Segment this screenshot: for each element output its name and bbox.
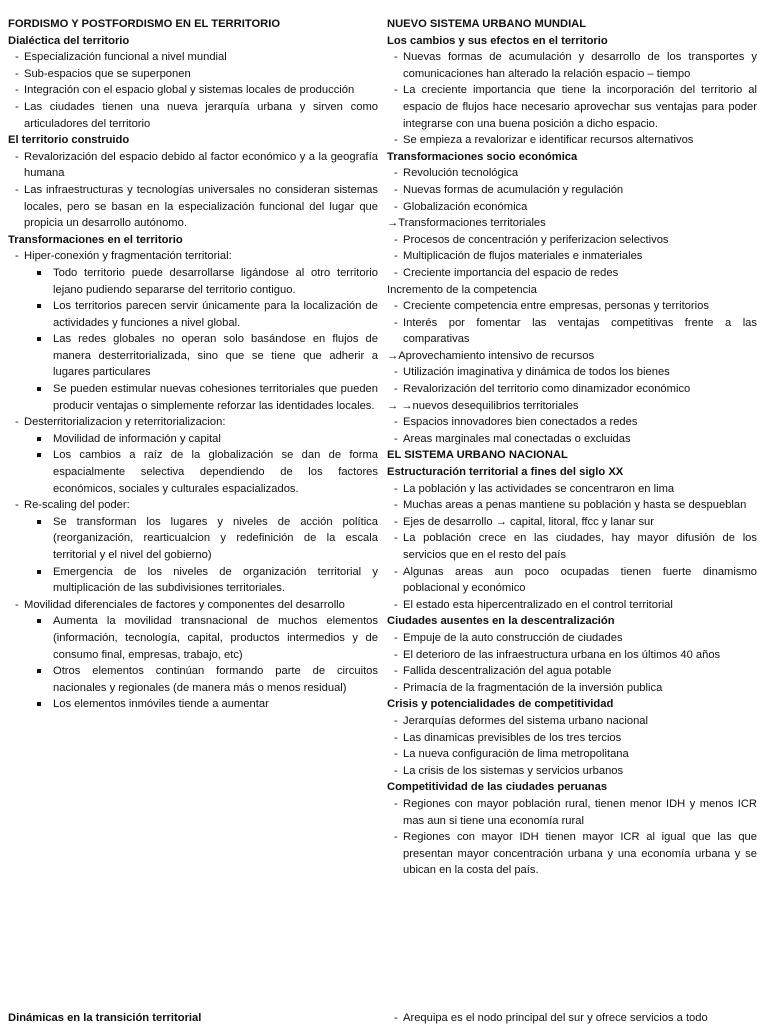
right-column — [387, 16, 757, 879]
list-item: - Nuevas formas de acumulación y regulación — [387, 182, 757, 199]
sub-list-item: Los territorios parecen servir únicamente para la localización de actividades y funciones a nivel global. — [8, 298, 378, 331]
list-item: - La población crece en las ciudades, hay mayor difusión de los servicios que en el resto del país — [387, 530, 757, 563]
list-item: - Multiplicación de flujos materiales e inmateriales — [387, 248, 757, 265]
list-item: - Movilidad diferenciales de factores y componentes del desarrollo — [8, 597, 378, 614]
list-item: - Especialización funcional a nivel mundial — [8, 49, 378, 66]
list-item: - Regiones con mayor población rural, tienen menor IDH y menos ICR mas aun si tiene una economía rural — [387, 796, 757, 829]
list-item: - Las ciudades tienen una nueva jerarquía urbana y sirven como articuladores del territorio — [8, 99, 378, 132]
list-item: - La creciente importancia que tiene la incorporación del territorio al espacio de flujos hace necesario aprovechar sus ventajas para poder integrarse con una buena posición a dicho espacio. — [387, 82, 757, 132]
sub-list-item: Se pueden estimular nuevas cohesiones territoriales que pueden producir ventajas o simplemente reforzar las identidades locales. — [8, 381, 378, 414]
list-item: - Regiones con mayor IDH tienen mayor ICR al igual que las que presentan mayor concentración urbana y una economía urbana y se ubican en la costa del país. — [387, 829, 757, 879]
section-heading: Crisis y potencialidades de competitividad — [387, 698, 614, 711]
arrow-heading: → →nuevos desequilibrios territoriales — [387, 399, 579, 412]
section-heading: Los cambios y sus efectos en el territorio — [387, 34, 608, 47]
sub-list-item: Los cambios a raíz de la globalización se dan de forma espacialmente selectiva dependiendo de los factores económicos, sociales y culturales espacializados. — [8, 447, 378, 497]
section-title: FORDISMO Y POSTFORDISMO EN EL TERRITORIO — [8, 18, 281, 30]
list-item: - Integración con el espacio global y sistemas locales de producción — [8, 82, 378, 99]
list-item: - Algunas areas aun poco ocupadas tienen fuerte dinamismo poblacional y económico — [387, 564, 757, 597]
list-item: - La población y las actividades se concentraron en lima — [387, 481, 757, 498]
next-page-list-item: - Arequipa es el nodo principal del sur y ofrece servicios a todo — [387, 1010, 768, 1026]
arrow-heading: →Transformaciones territoriales — [387, 217, 546, 230]
sub-list-item: Aumenta la movilidad transnacional de muchos elementos (información, tecnología, capital, productos intermedios y de consumo final, empresas, trabajo, etc) — [8, 613, 378, 663]
list-item: - Las infraestructuras y tecnologías universales no consideran sistemas locales, pero se basan en la especialización funcional del lugar que propicia un desarrollo autónomo. — [8, 182, 378, 232]
list-item: - Primacía de la fragmentación de la inversión publica — [387, 680, 757, 697]
list-item: - Nuevas formas de acumulación y desarrollo de los transportes y comunicaciones han alterado la relación espacio – tiempo — [387, 49, 757, 82]
sub-list-item: Todo territorio puede desarrollarse ligándose al otro territorio lejano pudiendo separarse del territorio contiguo. — [8, 265, 378, 298]
section-heading: El territorio construido — [8, 134, 130, 147]
list-item: - La nueva configuración de lima metropolitana — [387, 746, 757, 763]
list-item: - Muchas areas a penas mantiene su población y hasta se despueblan — [387, 497, 757, 514]
list-item: - Globalización económica — [387, 199, 757, 216]
list-item: - Hiper-conexión y fragmentación territorial: — [8, 248, 378, 265]
list-item: - Procesos de concentración y periferizacion selectivos — [387, 232, 757, 249]
left-column — [8, 16, 378, 713]
list-item: - El deterioro de las infraestructura urbana en los últimos 40 años — [387, 647, 757, 664]
list-item: - Re-scaling del poder: — [8, 497, 378, 514]
section-title: NUEVO SISTEMA URBANO MUNDIAL — [387, 18, 587, 30]
sub-list-item: Los elementos inmóviles tiende a aumentar — [8, 696, 378, 713]
section-heading: Transformaciones socio económica — [387, 150, 578, 163]
sub-list-item: Se transforman los lugares y niveles de acción política (reorganización, rearticualcion y redefinición de la escala territorial y el nivel del gobierno) — [8, 514, 378, 564]
list-item: - Desterritorializacion y reterritorializacion: — [8, 414, 378, 431]
section-heading: Transformaciones en el territorio — [8, 233, 183, 246]
list-item: - Creciente competencia entre empresas, personas y territorios — [387, 298, 757, 315]
arrow-heading: →Aprovechamiento intensivo de recursos — [387, 349, 595, 362]
list-item: - El estado esta hipercentralizado en el control territorial — [387, 597, 757, 614]
list-item: - Utilización imaginativa y dinámica de todos los bienes — [387, 364, 757, 381]
list-item: - Sub-espacios que se superponen — [8, 66, 378, 83]
section-heading: Competitividad de las ciudades peruanas — [387, 781, 608, 794]
list-item: - Las dinamicas previsibles de los tres tercios — [387, 730, 757, 747]
list-item: - Areas marginales mal conectadas o excluidas — [387, 431, 757, 448]
section-heading: Ciudades ausentes en la descentralización — [387, 615, 615, 628]
list-item: - Fallida descentralización del agua potable — [387, 663, 757, 680]
section-title: EL SISTEMA URBANO NACIONAL — [387, 449, 568, 462]
list-item: - Creciente importancia del espacio de redes — [387, 265, 757, 282]
sub-list-item: Emergencia de los niveles de organización territorial y multiplicación de las subdivisiones territoriales. — [8, 564, 378, 597]
section-heading: Estructuración territorial a fines del siglo XX — [387, 466, 624, 479]
sub-list-item: Otros elementos continúan formando parte de circuitos nacionales y regionales (de manera más o menos residual) — [8, 663, 378, 696]
list-item: - Revalorización del territorio como dinamizador económico — [387, 381, 757, 398]
list-item: - Interés por fomentar las ventajas competitivas frente a las comparativas — [387, 315, 757, 348]
list-item: - Espacios innovadores bien conectados a redes — [387, 414, 757, 431]
list-item: - Jerarquías deformes del sistema urbano nacional — [387, 713, 757, 730]
section-heading: Dialéctica del territorio — [8, 34, 130, 47]
list-item: - Se empieza a revalorizar e identificar recursos alternativos — [387, 132, 757, 149]
section-heading-plain: Incremento de la competencia — [387, 283, 537, 296]
list-item: - Empuje de la auto construcción de ciudades — [387, 630, 757, 647]
next-page-heading: Dinámicas en la transición territorial — [8, 1012, 202, 1024]
sub-list-item: Las redes globales no operan solo basándose en flujos de manera desterritorializada, sino que se tiene que adherir a lugares particulares — [8, 331, 378, 381]
list-item: - Ejes de desarrollo → capital, litoral, ffcc y lanar sur — [387, 514, 757, 531]
list-item: - La crisis de los sistemas y servicios urbanos — [387, 763, 757, 780]
list-item: - Revalorización del espacio debido al factor económico y a la geografía humana — [8, 149, 378, 182]
sub-list-item: Movilidad de información y capital — [8, 431, 378, 448]
list-item: - Revolución tecnológica — [387, 165, 757, 182]
